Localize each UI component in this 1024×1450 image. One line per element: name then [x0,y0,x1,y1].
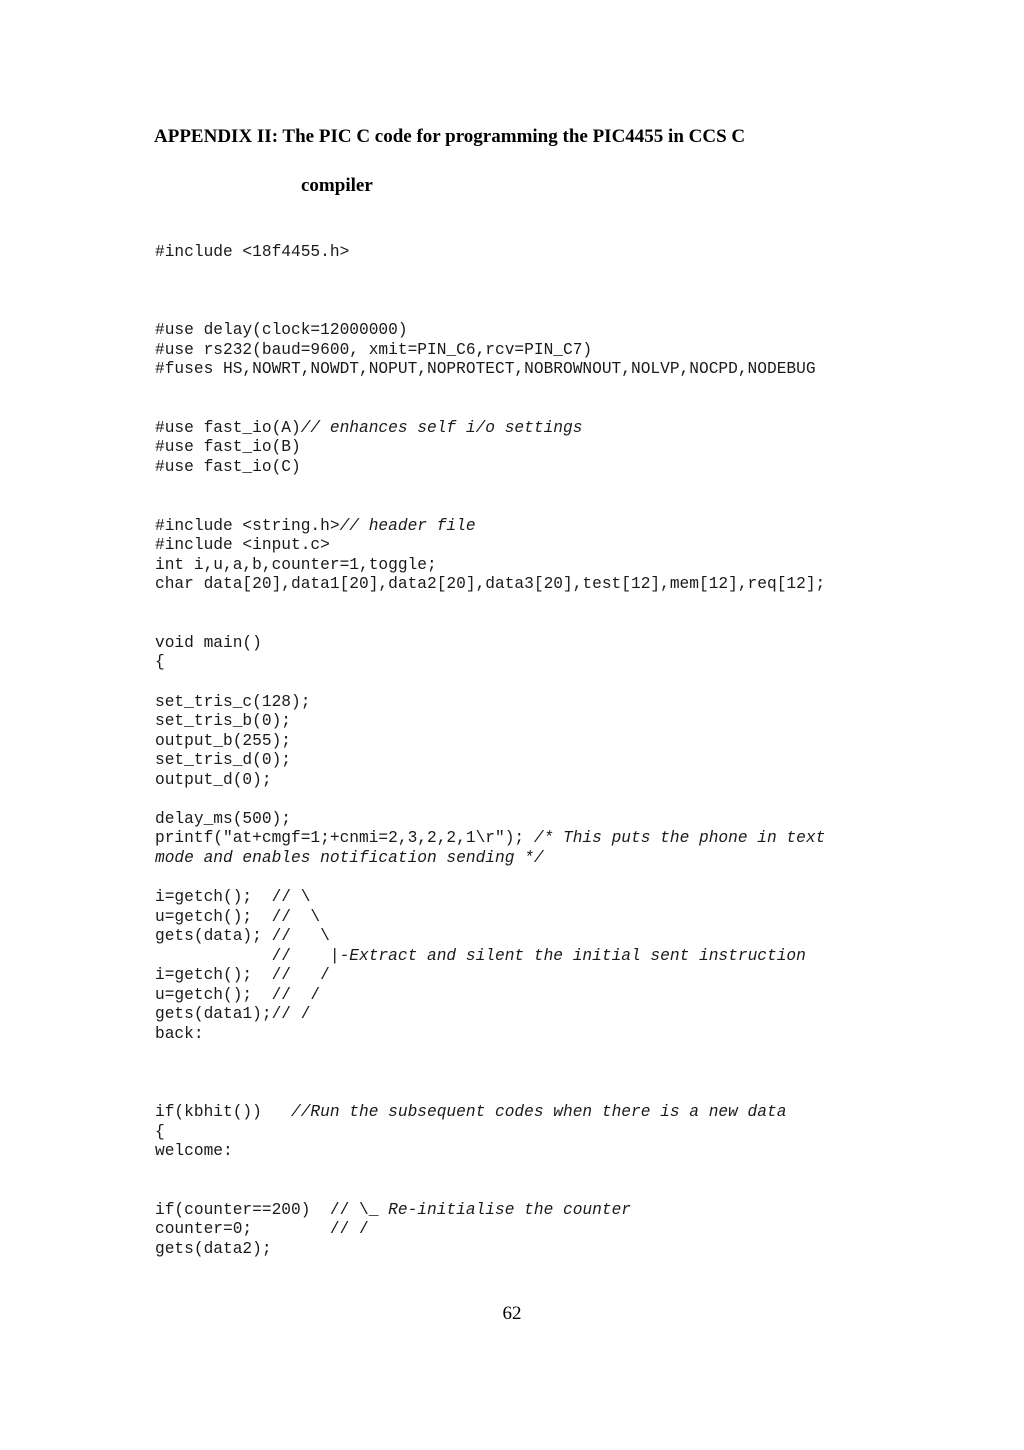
code-text: gets(data2); [155,1239,272,1258]
code-line [155,829,995,849]
code-text: #use fast_io(B) [155,438,301,457]
code-text: #use rs232(baud=9600, xmit=PIN_C6,rcv=PIN_C7) [155,340,593,359]
code-text: #use fast_io(C) [155,458,301,477]
code-comment: mode and enables notification sending */ [155,848,544,867]
code-comment: -Extract and silent the initial sent instruction [339,946,806,965]
code-line [155,1181,995,1201]
code-line [155,1162,995,1182]
code-line [155,947,995,967]
code-line [155,849,995,869]
code-comment: //Run the subsequent codes when there is a new data [291,1103,787,1122]
code-line [155,282,995,302]
code-text: gets(data); // \ [155,927,330,946]
code-text: char data[20],data1[20],data2[20],data3[20],test[12],mem[12],req[12]; [155,575,826,594]
code-line [155,653,995,673]
code-line [155,1044,995,1064]
code-text: // | [155,946,340,965]
code-line [155,419,995,439]
code-text: delay_ms(500); [155,809,291,828]
code-line [155,927,995,947]
code-line [155,966,995,986]
code-line [155,556,995,576]
code-line [155,478,995,498]
code-text: { [155,1122,165,1141]
code-text: { [155,653,165,672]
code-line [155,321,995,341]
code-text: #fuses HS,NOWRT,NOWDT,NOPUT,NOPROTECT,NOBROWNOUT,NOLVP,NOCPD,NODEBUG [155,360,816,379]
code-text: i=getch(); // / [155,966,330,985]
code-text: welcome: [155,1142,233,1161]
code-text: set_tris_c(128); [155,692,311,711]
code-text: set_tris_d(0); [155,751,291,770]
code-line [155,243,995,263]
code-comment: Re-initialise the counter [388,1200,631,1219]
code-comment: // header file [339,516,476,535]
code-line [155,693,995,713]
code-line [155,458,995,478]
code-text: #use delay(clock=12000000) [155,321,408,340]
code-comment: // enhances self i/o settings [300,418,583,437]
code-text: #use fast_io(A) [155,418,301,437]
code-text: set_tris_b(0); [155,712,291,731]
code-line [155,1142,995,1162]
code-line [155,751,995,771]
code-line [155,1064,995,1084]
code-line [155,1084,995,1104]
code-line [155,673,995,693]
code-line [155,986,995,1006]
code-text: if(kbhit()) [155,1103,291,1122]
code-text: gets(data1);// / [155,1005,311,1024]
code-line [155,1005,995,1025]
code-line [155,263,995,283]
code-line [155,634,995,654]
code-text: void main() [155,633,262,652]
code-text: if(counter==200) // \_ [155,1200,389,1219]
code-line [155,517,995,537]
code-line [155,1201,995,1221]
code-text: printf("at+cmgf=1;+cnmi=2,3,2,2,1\r"); [155,829,534,848]
code-line [155,810,995,830]
code-line [155,1025,995,1045]
code-text: #include <input.c> [155,536,330,555]
code-line [155,399,995,419]
code-text: back: [155,1024,204,1043]
code-line [155,360,995,380]
code-line [155,575,995,595]
code-listing [155,243,995,1259]
code-line [155,595,995,615]
code-line [155,1103,995,1123]
code-line [155,712,995,732]
code-line [155,497,995,517]
code-text: counter=0; // / [155,1220,369,1239]
appendix-title: APPENDIX II: The PIC C code for programming the PIC4455 in CCS C [154,126,746,147]
appendix-title-continuation: compiler [301,175,373,196]
code-line [155,908,995,928]
code-line [155,614,995,634]
code-line [155,302,995,322]
code-line [155,732,995,752]
code-line [155,380,995,400]
code-line [155,790,995,810]
code-text: #include <string.h> [155,516,340,535]
code-line [155,536,995,556]
code-text: i=getch(); // \ [155,888,311,907]
code-text: #include <18f4455.h> [155,243,350,261]
code-line [155,869,995,889]
code-text: output_b(255); [155,731,291,750]
code-line [155,341,995,361]
code-line [155,1220,995,1240]
code-line [155,1240,995,1260]
code-line [155,771,995,791]
page-number: 62 [502,1303,522,1324]
code-line [155,1123,995,1143]
code-text: u=getch(); // \ [155,907,321,926]
code-line [155,888,995,908]
code-line [155,438,995,458]
code-text: u=getch(); // / [155,985,321,1004]
code-text: int i,u,a,b,counter=1,toggle; [155,555,437,574]
code-text: output_d(0); [155,770,272,789]
code-comment: /* This puts the phone in text [533,829,826,848]
